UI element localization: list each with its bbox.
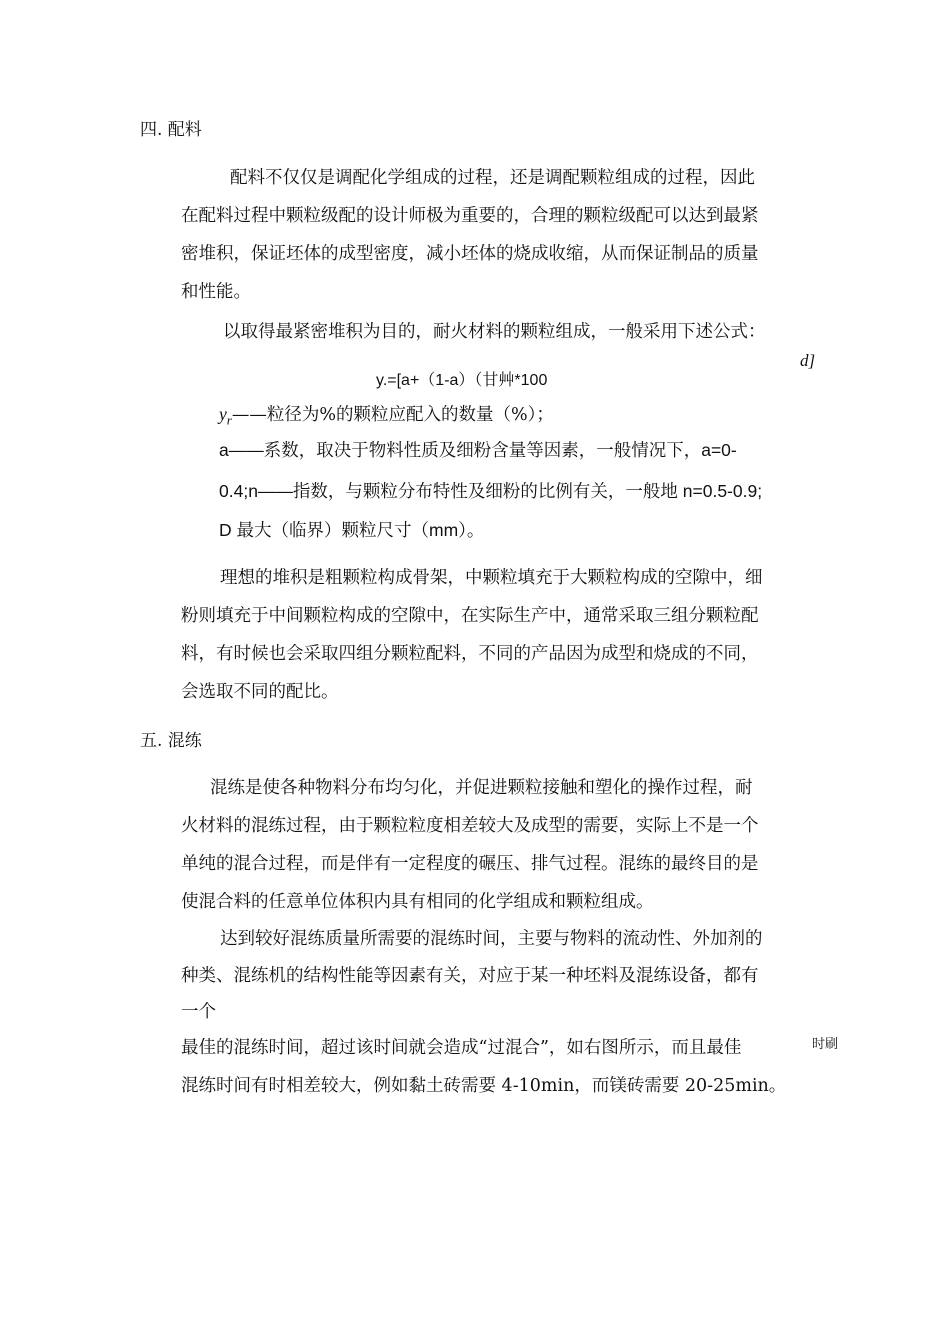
coefficient-definition-line: 0.4;n——指数，与颗粒分布特性及细粉的比例有关，一般地 n=0.5-0.9; <box>219 481 763 501</box>
paragraph-line: 最佳的混练时间，超过该时间就会造成“过混合”，如右图所示，而且最佳 <box>181 1038 742 1058</box>
variable-symbol: y <box>219 404 227 424</box>
paragraph-line: 使混合料的任意单位体积内具有相同的化学组成和颗粒组成。 <box>181 892 654 912</box>
paragraph-line: 会选取不同的配比。 <box>181 682 339 702</box>
variable-definition-text: ——粒径为%的颗粒应配入的数量（%）； <box>231 405 554 425</box>
formula: y.=[a+（1-a）（甘艸*100 <box>376 372 548 389</box>
paragraph-line: 以取得最紧密堆积为目的，耐火材料的颗粒组成，一般采用下述公式： <box>223 322 766 342</box>
paragraph-line: 料，有时候也会采取四组分颗粒配料，不同的产品因为成型和烧成的不同， <box>181 644 759 664</box>
section-4-heading: 四. 配料 <box>140 120 202 140</box>
section-5-heading: 五. 混练 <box>140 731 202 751</box>
paragraph-line: 单纯的混合过程，而是伴有一定程度的碾压、排气过程。混练的最终目的是 <box>181 854 759 874</box>
paragraph-line: 种类、混练机的结构性能等因素有关，对应于某一种坯料及混练设备，都有 <box>181 966 759 986</box>
paragraph-line: 一个 <box>181 1002 216 1022</box>
paragraph-line: 密堆积，保证坯体的成型密度，减小坯体的烧成收缩，从而保证制品的质量 <box>181 244 759 264</box>
paragraph-line: 理想的堆积是粗颗粒构成骨架，中颗粒填充于大颗粒构成的空隙中，细 <box>220 568 763 588</box>
coefficient-definition-line: a——系数，取决于物料性质及细粉含量等因素，一般情况下，a=0- <box>219 440 737 460</box>
paragraph-line: 达到较好混练质量所需要的混练时间，主要与物料的流动性、外加剂的 <box>220 929 763 949</box>
coefficient-definition-line: D 最大（临界）颗粒尺寸（mm）。 <box>219 520 485 540</box>
paragraph-line: 混练是使各种物料分布均匀化，并促进颗粒接触和塑化的操作过程，耐 <box>210 778 753 798</box>
paragraph-line: 混练时间有时相差较大，例如黏土砖需要 4-10min，而镁砖需要 20-25min。 <box>181 1076 787 1096</box>
paragraph-line: 火材料的混练过程，由于颗粒粒度相差较大及成型的需要，实际上不是一个 <box>181 816 759 836</box>
variable-subscript: r <box>226 412 232 428</box>
paragraph-line: 粉则填充于中间颗粒构成的空隙中，在实际生产中，通常采取三组分颗粒配 <box>181 606 759 626</box>
variable-definition <box>219 402 554 433</box>
formula-fragment: d] <box>800 351 816 370</box>
paragraph-line: 在配料过程中颗粒级配的设计师极为重要的，合理的颗粒级配可以达到最紧 <box>181 206 759 226</box>
paragraph-line: 和性能。 <box>181 282 251 302</box>
paragraph-line: 配料不仅仅是调配化学组成的过程，还是调配颗粒组成的过程，因此 <box>230 168 755 188</box>
side-note: 时刷 <box>812 1037 839 1052</box>
